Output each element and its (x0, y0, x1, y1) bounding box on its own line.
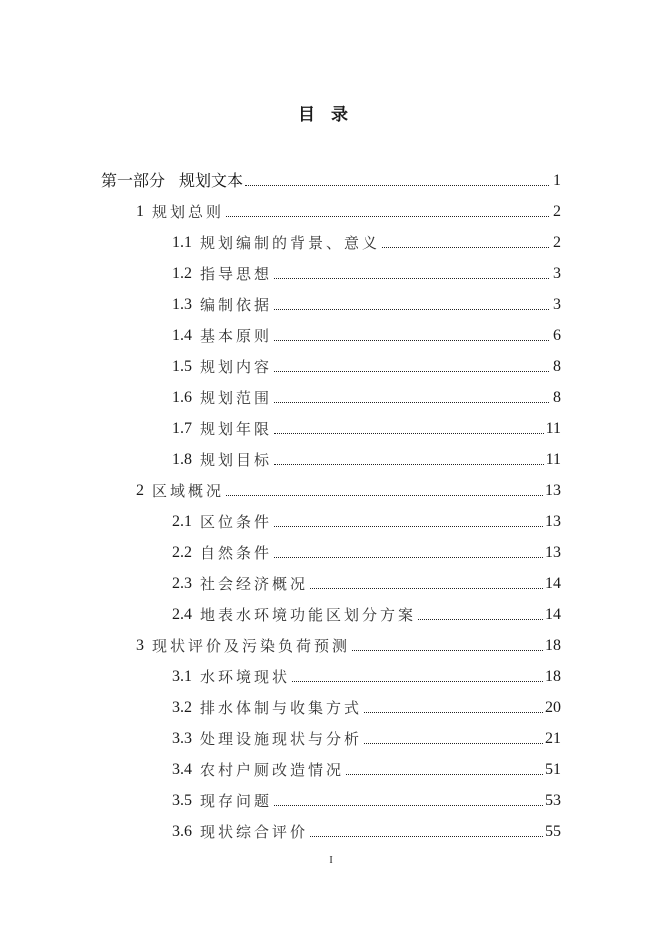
toc-entry[interactable] (172, 261, 561, 285)
toc-entry-number: 3.4 (172, 761, 192, 778)
dot-leader (346, 774, 543, 775)
dot-leader (274, 557, 543, 558)
dot-leader (364, 743, 543, 744)
toc-entry[interactable] (172, 447, 561, 471)
toc-entry-title: 自然条件 (200, 544, 273, 562)
toc-entry-page: 14 (545, 606, 561, 623)
toc-entry-number: 2 (136, 482, 144, 499)
toc-entry[interactable] (172, 354, 561, 378)
toc-entry-page: 53 (545, 792, 561, 809)
toc-entry-number: 1.2 (172, 265, 192, 282)
toc-entry[interactable] (101, 168, 561, 192)
toc-entry-number: 1 (136, 203, 144, 220)
toc-entry-title: 现状综合评价 (200, 823, 309, 841)
toc-entry-page: 18 (545, 668, 561, 685)
toc-entry-title: 规划总则 (152, 203, 225, 221)
toc-entry-number: 3.2 (172, 699, 192, 716)
toc-entry-page: 18 (545, 637, 561, 654)
toc-entry-number: 1.1 (172, 234, 192, 251)
toc-entry-title: 规划范围 (200, 389, 273, 407)
toc-entry[interactable] (172, 726, 561, 750)
toc-entry-page: 6 (553, 327, 561, 344)
dot-leader (310, 836, 543, 837)
toc-entry[interactable] (172, 602, 561, 626)
dot-leader (418, 619, 543, 620)
dot-leader (310, 588, 543, 589)
toc-entry-title: 处理设施现状与分析 (200, 730, 363, 748)
toc-entry-page: 51 (545, 761, 561, 778)
toc-entry-title: 地表水环境功能区划分方案 (200, 606, 417, 624)
dot-leader (382, 247, 549, 248)
toc-entry-number: 1.7 (172, 420, 192, 437)
toc-entry-page: 13 (545, 513, 561, 530)
toc-title: 目录 (298, 105, 364, 125)
toc-entry-title: 水环境现状 (200, 668, 291, 686)
toc-entry-title: 区位条件 (200, 513, 273, 531)
toc-entry-page: 3 (553, 265, 561, 282)
toc-entry[interactable] (136, 478, 561, 502)
toc-entry-number: 3.6 (172, 823, 192, 840)
toc-entry-number: 3 (136, 637, 144, 654)
toc-entry[interactable] (172, 292, 561, 316)
dot-leader (226, 495, 543, 496)
toc-entry-page: 11 (545, 451, 561, 468)
toc-entry-number: 1.8 (172, 451, 192, 468)
dot-leader (274, 433, 544, 434)
toc-entry-title: 现存问题 (200, 792, 273, 810)
toc-entry-page: 13 (545, 482, 561, 499)
toc-entry-title: 规划内容 (200, 358, 273, 376)
toc-entry-page: 2 (553, 234, 561, 251)
toc-entry-number: 3.3 (172, 730, 192, 747)
toc-entry-page: 1 (553, 172, 561, 189)
toc-entry-title: 基本原则 (200, 327, 273, 345)
toc-entry-number: 2.3 (172, 575, 192, 592)
toc-entry-page: 8 (553, 358, 561, 375)
dot-leader (274, 340, 549, 341)
toc-entry-title: 排水体制与收集方式 (200, 699, 363, 717)
toc-entry-number: 1.4 (172, 327, 192, 344)
toc-entry[interactable] (172, 230, 561, 254)
toc-entry-title: 规划目标 (200, 451, 273, 469)
toc-entry[interactable] (172, 664, 561, 688)
toc-entry[interactable] (172, 819, 561, 843)
toc-entry[interactable] (172, 385, 561, 409)
toc-entry-number: 2.1 (172, 513, 192, 530)
dot-leader (274, 278, 549, 279)
toc-entry[interactable] (172, 509, 561, 533)
toc-entry-page: 55 (545, 823, 561, 840)
dot-leader (226, 216, 549, 217)
toc-entry[interactable] (172, 788, 561, 812)
dot-leader (292, 681, 543, 682)
dot-leader (274, 805, 543, 806)
toc-entry-number: 2.2 (172, 544, 192, 561)
dot-leader (274, 402, 549, 403)
toc-entry-page: 8 (553, 389, 561, 406)
toc-entry[interactable] (136, 633, 561, 657)
toc-entry[interactable] (172, 757, 561, 781)
page-number: I (329, 855, 333, 866)
toc-entry-title: 指导思想 (200, 265, 273, 283)
toc-entry-number: 3.5 (172, 792, 192, 809)
toc-entry-title: 现状评价及污染负荷预测 (152, 637, 351, 655)
dot-leader (274, 371, 549, 372)
toc-entry-title: 区域概况 (152, 482, 225, 500)
toc-entry-title: 规划年限 (200, 420, 273, 438)
toc-entry-number: 2.4 (172, 606, 192, 623)
toc-entry[interactable] (172, 695, 561, 719)
toc-entry-title: 农村户厕改造情况 (200, 761, 345, 779)
toc-entry-page: 11 (545, 420, 561, 437)
toc-entry[interactable] (136, 199, 561, 223)
dot-leader (274, 526, 543, 527)
dot-leader (352, 650, 543, 651)
toc-entry-page: 14 (545, 575, 561, 592)
toc-entry[interactable] (172, 571, 561, 595)
toc-entry-title: 社会经济概况 (200, 575, 309, 593)
toc-entry-page: 3 (553, 296, 561, 313)
toc-entry-title: 规划编制的背景、意义 (200, 234, 381, 252)
toc-entry-title: 规划文本 (179, 171, 244, 190)
toc-entry[interactable] (172, 323, 561, 347)
toc-entry-page: 21 (545, 730, 561, 747)
toc-entry-number: 1.5 (172, 358, 192, 375)
toc-entry[interactable] (172, 540, 561, 564)
toc-entry-title: 编制依据 (200, 296, 273, 314)
toc-entry-number: 1.6 (172, 389, 192, 406)
toc-entry-page: 20 (545, 699, 561, 716)
toc-entry-page: 13 (545, 544, 561, 561)
toc-entry-number: 第一部分 (101, 171, 166, 190)
dot-leader (274, 464, 544, 465)
dot-leader (274, 309, 549, 310)
toc-entry-page: 2 (553, 203, 561, 220)
dot-leader (245, 185, 549, 186)
toc-entry-number: 3.1 (172, 668, 192, 685)
dot-leader (364, 712, 543, 713)
toc-entry[interactable] (172, 416, 561, 440)
toc-entry-number: 1.3 (172, 296, 192, 313)
